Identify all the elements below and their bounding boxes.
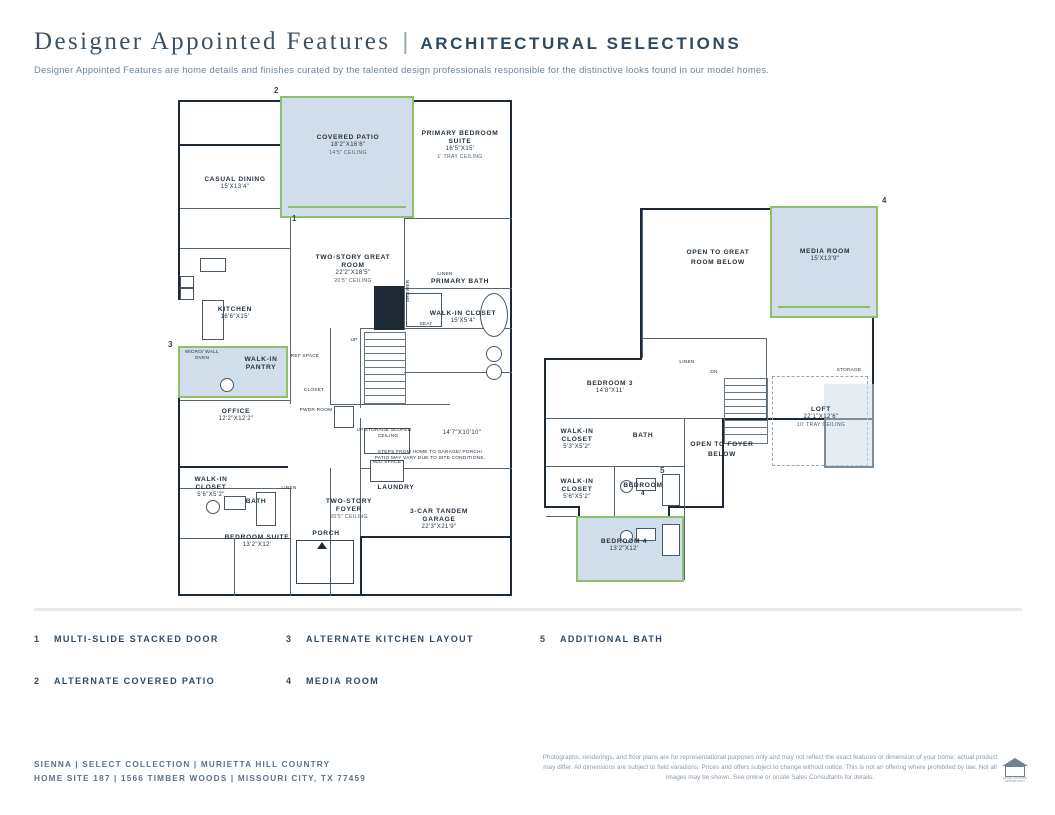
- room-label-closet: CLOSET: [303, 388, 325, 393]
- page-subtitle-heading: ARCHITECTURAL SELECTIONS: [420, 34, 742, 53]
- label-seat: SEAT: [419, 322, 433, 327]
- wall-segment-2f: [684, 418, 685, 580]
- stair-direction-up: UP: [350, 338, 358, 343]
- wall-segment: [178, 144, 290, 146]
- sink-fixture: [486, 364, 502, 380]
- wall-segment: [180, 248, 290, 249]
- room-label-bath: BATH: [245, 498, 267, 505]
- room-label-walk-in-pantry: WALK-IN PANTRY: [244, 356, 278, 372]
- room-label-linen-2f: LINEN: [679, 360, 695, 365]
- legend-divider: [34, 608, 1022, 611]
- wall-segment: [404, 288, 512, 289]
- wall-segment: [330, 404, 450, 405]
- legend-label: ALTERNATE COVERED PATIO: [54, 676, 216, 686]
- callout-3: 3: [168, 340, 173, 349]
- room-label-loft: LOFT 22'1"X12'6" 10' TRAY CEILING: [796, 406, 846, 428]
- room-label-ref-space: REF SPACE: [290, 354, 320, 359]
- dishwasher-fixture: [200, 258, 226, 272]
- page-description: Designer Appointed Features are home details and finishes curated by the talented design professionals responsible for the distinctive looks found in our model homes.: [34, 64, 770, 75]
- legend-label: ADDITIONAL BATH: [560, 634, 664, 644]
- room-label-open-to-foyer: OPEN TO FOYER BELOW: [690, 441, 754, 458]
- legend-number: 2: [34, 676, 40, 686]
- garage-outline: [360, 536, 512, 596]
- legend-label: MEDIA ROOM: [306, 676, 380, 686]
- room-label-garage: 3-CAR TANDEM GARAGE 22'3"X21'9": [409, 508, 469, 531]
- wall-segment-2f: [544, 506, 580, 508]
- room-label-bedroom-suite: BEDROOM SUITE 13'2"X12': [224, 534, 290, 549]
- room-label-walk-in-closet-2f-a: WALK-IN CLOSET 5'3"X5'2": [560, 428, 594, 451]
- callout-2: 2: [274, 86, 279, 95]
- porch-arrow-icon: [317, 542, 327, 549]
- legend-item-1: [34, 634, 219, 644]
- room-label-primary-bedroom-suite: PRIMARY BEDROOM SUITE 16'5"X15' 1' TRAY CEILING: [421, 130, 499, 160]
- wall-segment: [178, 466, 288, 468]
- eho-caption: EQUAL HOUSING OPPORTUNITY: [1002, 777, 1028, 783]
- room-label-open-to-great-room: OPEN TO GREAT ROOM BELOW: [686, 249, 750, 266]
- room-label-great-room: TWO-STORY GREAT ROOM 22'2"X18'5" 20'5" CEILING: [315, 254, 391, 284]
- kitchen-cabinet: [180, 288, 194, 300]
- title-row: [34, 28, 1014, 56]
- room-label-laundry: LAUNDRY: [377, 484, 415, 491]
- legend-number: 3: [286, 634, 292, 644]
- legend-label: ALTERNATE KITCHEN LAYOUT: [306, 634, 474, 644]
- label-shower: SHOWER: [406, 279, 411, 303]
- wall-segment-2f: [544, 358, 642, 360]
- room-label-linen: LINEN: [281, 486, 297, 491]
- room-label-bath-2f-a: BATH: [632, 432, 654, 439]
- footer-line-2: HOME SITE 187 | 1566 TIMBER WOODS | MISSOURI CITY, TX 77459: [34, 773, 366, 783]
- legend-label: MULTI-SLIDE STACKED DOOR: [54, 634, 219, 644]
- shower-wall-block: [374, 286, 404, 330]
- room-label-primary-bath: PRIMARY BATH: [430, 278, 490, 285]
- sink-fixture: [486, 346, 502, 362]
- label-linen-primary: LINEN: [437, 272, 453, 277]
- kitchen-cabinet: [180, 276, 194, 288]
- floor-plan-canvas: [34, 88, 1022, 598]
- legend-number: 4: [286, 676, 292, 686]
- wall-segment: [330, 328, 331, 404]
- callout-5: 5: [660, 466, 665, 475]
- closet-shelf: [334, 406, 354, 428]
- shower-fixture-2f: [662, 474, 680, 506]
- footer-community-info: [34, 758, 366, 785]
- legend-number: 5: [540, 634, 546, 644]
- room-label-casual-dining: CASUAL DINING 15'X13'4": [204, 176, 266, 191]
- equal-housing-opportunity-icon: [1002, 758, 1028, 783]
- stairs-second-floor: [724, 378, 768, 444]
- wall-segment-2f: [544, 358, 546, 508]
- room-label-bath-2f-b: BEDROOM 4: [623, 482, 663, 498]
- legend-item-3: [286, 634, 474, 644]
- wall-segment: [404, 218, 405, 330]
- legend-number: 1: [34, 634, 40, 644]
- room-label-bedroom-3: BEDROOM 3 14'8"X11': [586, 380, 634, 395]
- footer-line-1: SIENNA | SELECT COLLECTION | MURIETTA HILL COUNTRY: [34, 760, 331, 769]
- wall-segment-2f: [668, 506, 724, 508]
- wall-segment: [290, 218, 291, 404]
- wall-segment: [180, 400, 290, 401]
- eho-body-shape: [1005, 766, 1025, 777]
- legend-item-2: [34, 676, 215, 686]
- wall-segment-2f: [642, 338, 766, 339]
- title-separator: |: [402, 28, 409, 54]
- room-label-bedroom-walk-in-closet: WALK-IN CLOSET 5'6"X5'2": [194, 476, 228, 499]
- room-label-two-story-foyer: TWO-STORY FOYER 20'5" CEILING: [325, 498, 373, 521]
- stair-direction-up-lower: UP: [356, 428, 364, 433]
- wall-segment: [510, 100, 512, 596]
- toilet-fixture: [220, 378, 234, 392]
- room-label-micro-wall-oven: MICRO/ WALL OVEN: [185, 350, 219, 361]
- room-label-bedroom-4-text: BEDROOM 4 13'2"X12': [600, 538, 648, 553]
- room-label-porch: PORCH: [312, 530, 340, 537]
- legend-item-4: [286, 676, 379, 686]
- callout-1: 1: [292, 214, 297, 223]
- wall-segment: [404, 218, 512, 219]
- media-room-door: [778, 306, 870, 308]
- room-label-primary-walk-in-closet: WALK-IN CLOSET 15'X5'4": [429, 310, 497, 325]
- toilet-fixture: [206, 500, 220, 514]
- footer-disclaimer: Photographs, renderings, and floor plans are for representational purposes only and may not reflect the exact features or dimension of your home; actual product may differ. All dimensions are subject to field variations. Prices and offers subject to change without notice. This is not an offering where prohibited by law. Not all images may be shown. See online or onsite Sales Consultants for details.: [542, 754, 998, 781]
- room-label-media-room: MEDIA ROOM 15'X13'9": [799, 248, 851, 263]
- wall-segment-2f: [546, 418, 722, 419]
- room-label-kitchen: KITCHEN 16'6"X15': [217, 306, 253, 321]
- wall-segment-2f: [642, 210, 643, 358]
- stair-direction-down: DN: [710, 370, 718, 375]
- room-label-storage-2f: STORAGE: [836, 368, 862, 373]
- room-label-wd-space: W/D SPACE: [372, 460, 402, 465]
- callout-4: 4: [882, 196, 887, 205]
- page-header: [34, 28, 1014, 75]
- room-label-unfinished-space: 14'7"X10'10": [442, 430, 482, 436]
- room-label-office: OFFICE 12'2"X12'2": [218, 408, 254, 423]
- patio-slide-door: [288, 206, 406, 208]
- page-title: Designer Appointed Features: [34, 28, 391, 55]
- room-label-powder-room: PWDR ROOM: [299, 408, 333, 413]
- note-garage-steps: STEPS FROM HOME TO GARAGE/ PORCH/ PATIO MAY VARY DUE TO SITE CONDITIONS.: [374, 450, 486, 462]
- tub-fixture-2f-b: [662, 524, 680, 556]
- highlight-covered-patio: [280, 96, 414, 218]
- room-label-storage-sloped-ceiling: STORAGE SLOPED CEILING: [364, 428, 412, 439]
- legend-item-5: [540, 634, 663, 644]
- room-label-walk-in-closet-2f-b: WALK-IN CLOSET 5'6"X5'2": [560, 478, 594, 501]
- eho-roof-shape: [1002, 758, 1028, 766]
- room-label-covered-patio: COVERED PATIO 18'2"X16'6" 14'5" CEILING: [316, 134, 380, 156]
- stairs-first-floor: [364, 332, 406, 404]
- wall-segment: [180, 208, 290, 209]
